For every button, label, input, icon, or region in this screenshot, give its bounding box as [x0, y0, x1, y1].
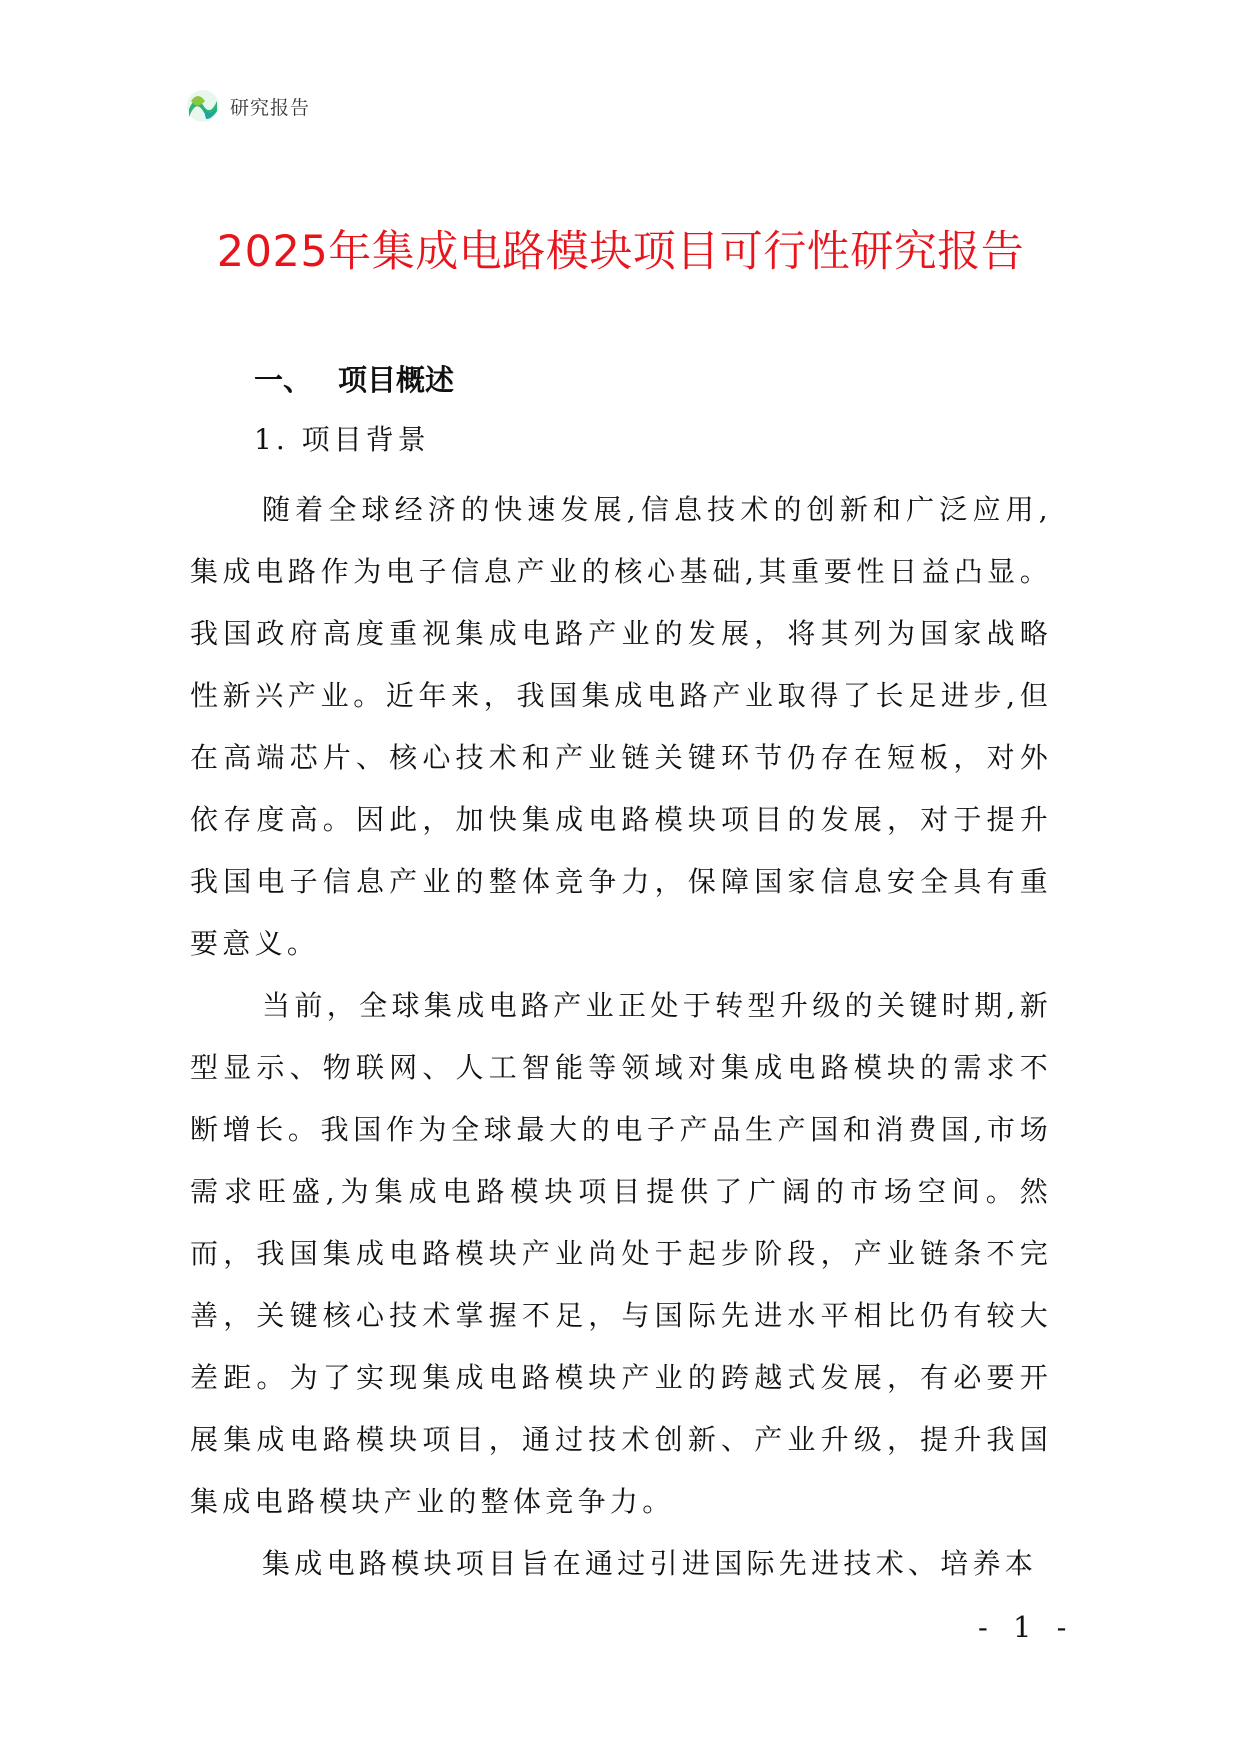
page-number: - 1 - — [978, 1610, 1075, 1644]
section-number: 一、 — [254, 363, 313, 397]
section-heading — [254, 358, 454, 399]
brand-logo-icon — [186, 89, 220, 123]
paragraph: 集成电路模块项目旨在通过引进国际先进技术、培养本 — [262, 1547, 1038, 1580]
paragraph: 随着全球经济的快速发展,信息技术的创新和广泛应用,集成电路作为电子信息产业的核心基础,其重要性日益凸显。我国政府高度重视集成电路产业的发展，将其列为国家战略性新兴产业。近年来，我国集成电路产业取得了长足进步,但在高端芯片、核心技术和产业链关键环节仍存在短板，对外依存度高。因此，加快集成电路模块项目的发展，对于提升我国电子信息产业的整体竞争力，保障国家信息安全具有重要意义。 — [190, 493, 1052, 960]
page-header — [186, 88, 310, 124]
paragraph: 当前，全球集成电路产业正处于转型升级的关键时期,新型显示、物联网、人工智能等领域对集成电路模块的需求不断增长。我国作为全球最大的电子产品生产国和消费国,市场需求旺盛,为集成电路模块项目提供了广阔的市场空间。然而，我国集成电路模块产业尚处于起步阶段，产业链条不完善，关键核心技术掌握不足，与国际先进水平相比仍有较大差距。为了实现集成电路模块产业的跨越式发展，有必要开展集成电路模块项目，通过技术创新、产业升级，提升我国集成电路模块产业的整体竞争力。 — [190, 989, 1052, 1518]
document-title: 2025年集成电路模块项目可行性研究报告 — [216, 227, 1025, 277]
body-text — [190, 479, 1052, 1595]
subsection-heading: 1. 项目背景 — [254, 423, 430, 456]
header-label: 研究报告 — [230, 96, 311, 119]
section-title: 项目概述 — [338, 363, 455, 397]
